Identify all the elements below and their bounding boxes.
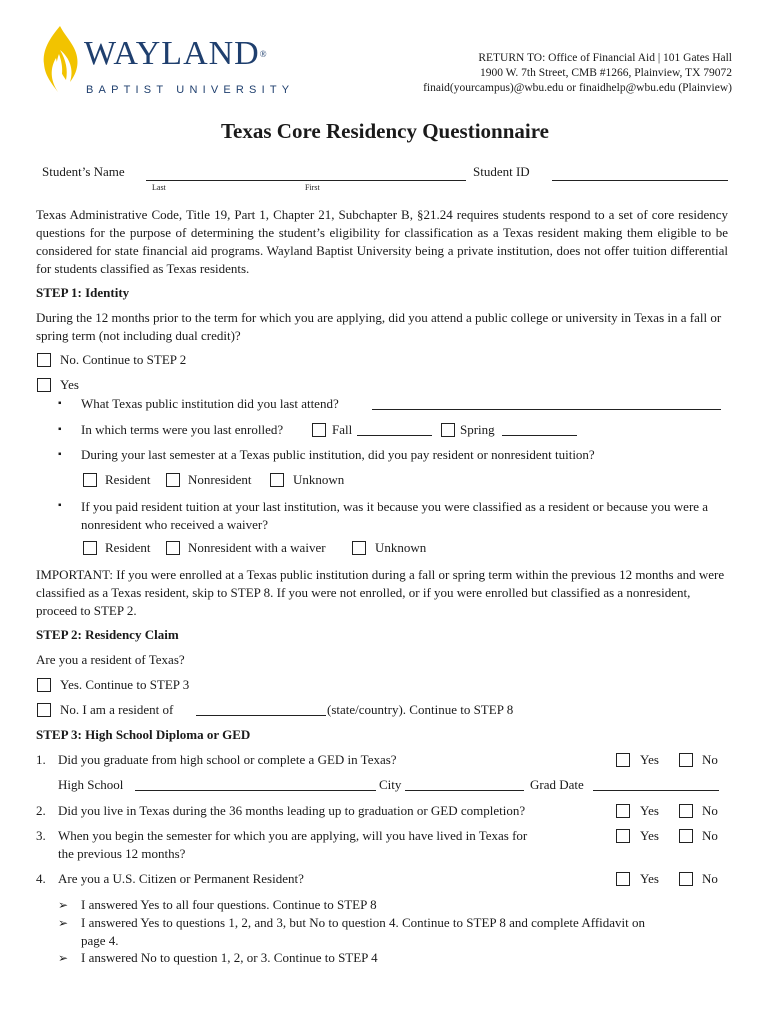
q3-yes-label: Yes	[640, 828, 659, 843]
q4-number: 4.	[36, 871, 46, 886]
return-address	[423, 51, 732, 96]
q3-text-line2: the previous 12 months?	[58, 846, 186, 861]
q1-yes-checkbox[interactable]	[616, 753, 630, 767]
institution-field[interactable]	[372, 409, 721, 410]
return-line-3: finaid(yourcampus)@wbu.edu or finaidhelp@wbu.edu (Plainview)	[423, 82, 732, 94]
step3-heading: STEP 3: High School Diploma or GED	[36, 727, 251, 742]
student-name-field[interactable]	[146, 180, 466, 181]
grad-date-field[interactable]	[593, 790, 719, 791]
step1-heading: STEP 1: Identity	[36, 285, 130, 300]
q1-yes-label: Yes	[640, 752, 659, 767]
tuition-nonresident-checkbox[interactable]	[166, 473, 180, 487]
spring-year-field[interactable]	[502, 435, 577, 436]
step2-question: Are you a resident of Texas?	[36, 652, 185, 667]
terms-question: In which terms were you last enrolled?	[81, 422, 284, 437]
step2-no-label: No. I am a resident of	[60, 702, 174, 717]
last-name-caption: Last	[152, 183, 166, 192]
city-label: City	[379, 777, 402, 792]
institution-question: What Texas public institution did you last attend?	[81, 396, 339, 411]
high-school-field[interactable]	[135, 790, 376, 791]
return-line-1: RETURN TO: Office of Financial Aid | 101 Gates Hall	[478, 52, 732, 64]
spring-label: Spring	[460, 422, 495, 437]
tuition-resident-label: Resident	[105, 472, 151, 487]
tuition-unknown-label: Unknown	[293, 472, 345, 487]
q1-no-label: No	[702, 752, 718, 767]
reason-unknown-label: Unknown	[375, 540, 427, 555]
reason-resident-label: Resident	[105, 540, 151, 555]
q2-no-checkbox[interactable]	[679, 804, 693, 818]
outcome-2-line1: I answered Yes to questions 1, 2, and 3, but No to question 4. Continue to STEP 8 and complete Affidavit on	[81, 915, 646, 930]
fall-label: Fall	[332, 422, 353, 437]
q2-no-label: No	[702, 803, 718, 818]
high-school-label: High School	[58, 777, 124, 792]
bullet-icon: ▪	[58, 398, 62, 409]
tuition-unknown-checkbox[interactable]	[270, 473, 284, 487]
flame-icon	[36, 24, 82, 96]
bullet-icon: ▪	[58, 449, 62, 460]
first-name-caption: First	[305, 183, 320, 192]
q3-number: 3.	[36, 828, 46, 843]
reason-resident-checkbox[interactable]	[83, 541, 97, 555]
page-title: Texas Core Residency Questionnaire	[220, 119, 550, 143]
city-field[interactable]	[405, 790, 524, 791]
q2-text: Did you live in Texas during the 36 months leading up to graduation or GED completion?	[58, 803, 526, 818]
step1-yes-checkbox[interactable]	[37, 378, 51, 392]
q4-no-checkbox[interactable]	[679, 872, 693, 886]
q3-no-checkbox[interactable]	[679, 829, 693, 843]
grad-date-label: Grad Date	[530, 777, 584, 792]
important-note: IMPORTANT: If you were enrolled at a Texas public institution during a fall or spring term within the previous 12 months and were classified as a Texas resident, skip to STEP 8. If you were not enrolled, or if you were enrolled but classified as a nonresident, proceed to STEP 2.	[36, 567, 725, 618]
logo-wordmark: WAYLAND	[84, 35, 260, 72]
q3-yes-checkbox[interactable]	[616, 829, 630, 843]
q3-text-line1: When you begin the semester for which you are applying, will you have lived in Texas for	[58, 828, 528, 843]
step2-no-checkbox[interactable]	[37, 703, 51, 717]
step2-no-label-end: (state/country). Continue to STEP 8	[327, 702, 514, 717]
step1-no-label: No. Continue to STEP 2	[60, 352, 187, 367]
reason-question: If you paid resident tuition at your last institution, was it because you were classified as a resident or because you were a nonresident who received a waiver?	[81, 499, 709, 532]
q1-no-checkbox[interactable]	[679, 753, 693, 767]
q4-yes-label: Yes	[640, 871, 659, 886]
reason-unknown-checkbox[interactable]	[352, 541, 366, 555]
q3-no-label: No	[702, 828, 718, 843]
student-id-label: Student ID	[473, 164, 530, 179]
tuition-nonresident-label: Nonresident	[188, 472, 252, 487]
step1-question: During the 12 months prior to the term for which you are applying, did you attend a public college or university in Texas in a fall or spring term (not including dual credit)?	[36, 310, 722, 343]
q4-yes-checkbox[interactable]	[616, 872, 630, 886]
state-country-field[interactable]	[196, 715, 326, 716]
arrow-bullet-icon: ➢	[58, 898, 69, 912]
step1-no-checkbox[interactable]	[37, 353, 51, 367]
q2-yes-checkbox[interactable]	[616, 804, 630, 818]
outcome-3: I answered No to question 1, 2, or 3. Continue to STEP 4	[81, 950, 378, 965]
step2-yes-label: Yes. Continue to STEP 3	[60, 677, 190, 692]
student-name-label: Student’s Name	[42, 164, 125, 179]
logo-trademark: ®	[259, 49, 267, 59]
logo-subtitle: BAPTIST UNIVERSITY	[86, 84, 295, 96]
reason-waiver-checkbox[interactable]	[166, 541, 180, 555]
spring-checkbox[interactable]	[441, 423, 455, 437]
q4-text: Are you a U.S. Citizen or Permanent Resident?	[58, 871, 304, 886]
step2-heading: STEP 2: Residency Claim	[36, 627, 179, 642]
outcome-1: I answered Yes to all four questions. Continue to STEP 8	[81, 897, 377, 912]
intro-paragraph: Texas Administrative Code, Title 19, Part 1, Chapter 21, Subchapter B, §21.24 requires students respond to a set of core residency questions for the purpose of determining the student’s eligibility for classification as a Texas resident making them eligible to be considered for state financial aid programs. Wayland Baptist University being a private institution, does not offer tuition differential for students classified as Texas residents.	[36, 207, 728, 276]
tuition-resident-checkbox[interactable]	[83, 473, 97, 487]
bullet-icon: ▪	[58, 424, 62, 435]
arrow-bullet-icon: ➢	[58, 916, 69, 930]
arrow-bullet-icon: ➢	[58, 951, 69, 965]
fall-year-field[interactable]	[357, 435, 432, 436]
tuition-question: During your last semester at a Texas public institution, did you pay resident or nonresident tuition?	[81, 447, 595, 462]
q1-number: 1.	[36, 752, 46, 767]
student-id-field[interactable]	[552, 180, 728, 181]
q4-no-label: No	[702, 871, 718, 886]
outcome-2-line2: page 4.	[81, 933, 119, 948]
step2-yes-checkbox[interactable]	[37, 678, 51, 692]
return-line-2: 1900 W. 7th Street, CMB #1266, Plainview, TX 79072	[479, 67, 732, 79]
q2-number: 2.	[36, 803, 46, 818]
q1-text: Did you graduate from high school or complete a GED in Texas?	[58, 752, 397, 767]
bullet-icon: ▪	[58, 500, 62, 511]
fall-checkbox[interactable]	[312, 423, 326, 437]
reason-waiver-label: Nonresident with a waiver	[188, 540, 326, 555]
step1-yes-label: Yes	[60, 377, 79, 392]
wayland-logo	[36, 24, 295, 99]
q2-yes-label: Yes	[640, 803, 659, 818]
